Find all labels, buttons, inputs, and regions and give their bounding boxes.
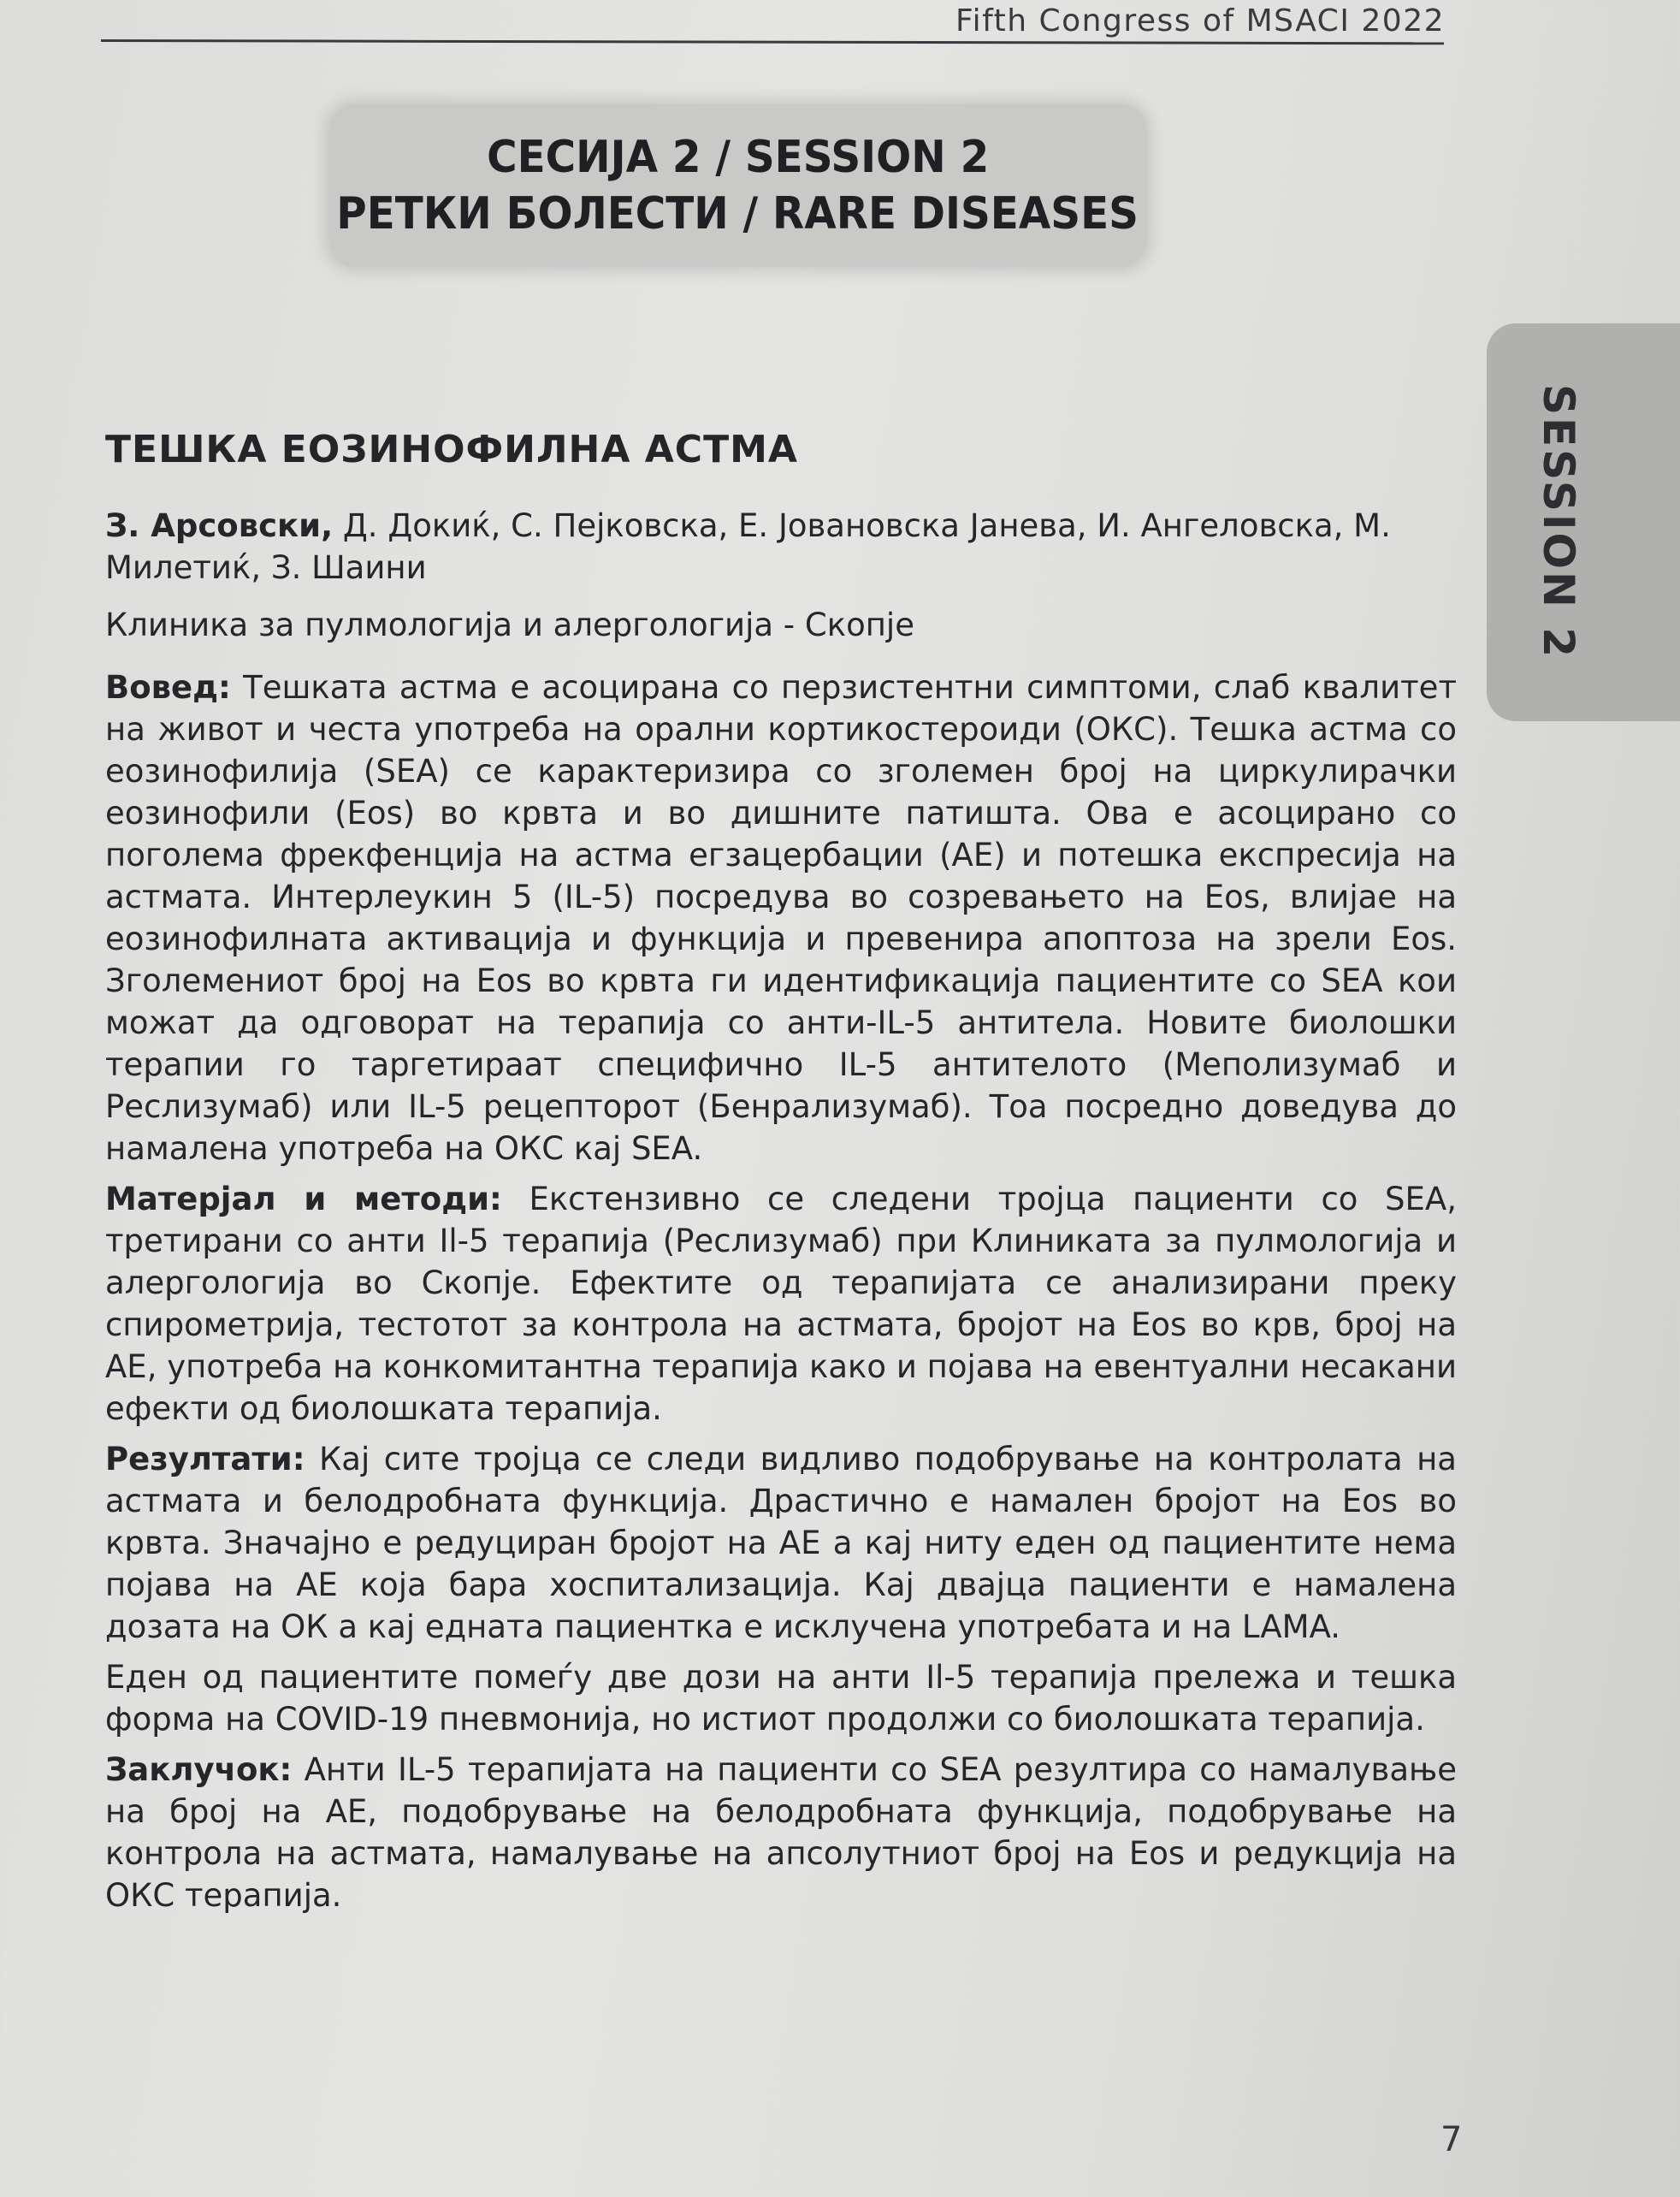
session-banner-line-1: СЕСИЈА 2 / SESSION 2: [486, 132, 990, 183]
section-text: Екстензивно се следени тројца пациенти со SEA, третирани со анти Il-5 терапија (Реслизумаб) при Клиниката за пулмологија и алергологија во Скопје. Ефектите од терапијата се анализирани преку спирометрија, тестотот за контрола на астмата, бројот на Eos во крв, број на АЕ, употреба на конкомитантна терапија како и појава на евентуални несакани ефекти од биолошката терапија.: [105, 1181, 1457, 1427]
section-text: Анти IL-5 терапијата на пациенти со SEA резултира со намалување на број на АЕ, подобрување на белодробната функција, подобрување на контрола на астмата, намалување на апсолутниот број на Eos и редукција на ОКС терапија.: [105, 1751, 1457, 1914]
author-list: [105, 505, 1457, 589]
running-header: Fifth Congress of MSACI 2022: [955, 3, 1445, 38]
article-title: ТЕШКА ЕОЗИНОФИЛНА АСТМА: [105, 428, 798, 471]
page-number: 7: [1440, 2120, 1463, 2159]
article: [105, 426, 1457, 1925]
affiliation: Клиника за пулмологија и алергологија - Скопје: [105, 607, 914, 643]
header-rule: [101, 39, 1444, 44]
section-results-continued: [105, 1656, 1457, 1740]
co-authors: Д. Докиќ, С. Пејковска, Е. Јовановска Јанева, И. Ангеловска, М. Милетиќ, З. Шаини: [105, 507, 1391, 586]
session-banner-line-2: РЕТКИ БОЛЕСТИ / RARE DISEASES: [336, 188, 1139, 240]
session-banner: [329, 104, 1146, 267]
session-side-tab-label: SESSION 2: [1534, 383, 1583, 660]
section-text: Кај сите тројца се следи видливо подобрување на контролата на астмата и белодробната функција. Драстично е намален бројот на Eos во крвта. Значајно е редуциран бројот на АЕ а кај ниту еден од пациентите нема појава на АЕ која бара хоспитализација. Кај двајца пациенти е намалена дозата на ОК а кај едната пациентка е исклучена употребата и на LAMA.: [105, 1441, 1457, 1645]
section-methods: [105, 1178, 1457, 1430]
section-label: Заклучок:: [105, 1751, 293, 1788]
section-introduction: [105, 666, 1457, 1170]
lead-author: З. Арсовски,: [105, 507, 334, 544]
section-text: Тешката астма е асоцирана со перзистентни симптоми, слаб квалитет на живот и честа употреба на орални кортикостероиди (ОКС). Тешка астма со еозинофилија (SEA) се карактеризира со зголемен број на циркулирачки еозинофили (Eos) во крвта и во дишните патишта. Ова е асоцирано со поголема фрекфенција на астма егзацербации (АЕ) и потешка експресија на астмата. Интерлеукин 5 (IL-5) посредува во созревањето на Eos, влијае на еозинофилната активација и функција и превенира апоптоза на зрели Eos. Зголемениот број на Eos во крвта ги идентификација пациентите со SEA кои можат да одговорат на терапија со анти-IL-5 антитела. Новите биолошки терапии го таргетираат специфично IL-5 антителото (Меполизумаб и Реслизумаб) или IL-5 рецепторот (Бенрализумаб). Тоа посредно доведува до намалена употреба на ОКС кај SEA.: [105, 669, 1457, 1167]
section-label: Вовед:: [105, 669, 231, 706]
section-label: Матерјал и методи:: [105, 1181, 502, 1217]
session-side-tab-label-wrap: [1499, 383, 1618, 660]
section-text: Еден од пациентите помеѓу две дози на анти Il-5 терапија прележа и тешка форма на COVID-19 пневмонија, но истиот продолжи со биолошката терапија.: [105, 1659, 1457, 1738]
section-conclusion: [105, 1749, 1457, 1916]
section-results: [105, 1438, 1457, 1648]
section-label: Резултати:: [105, 1441, 305, 1477]
